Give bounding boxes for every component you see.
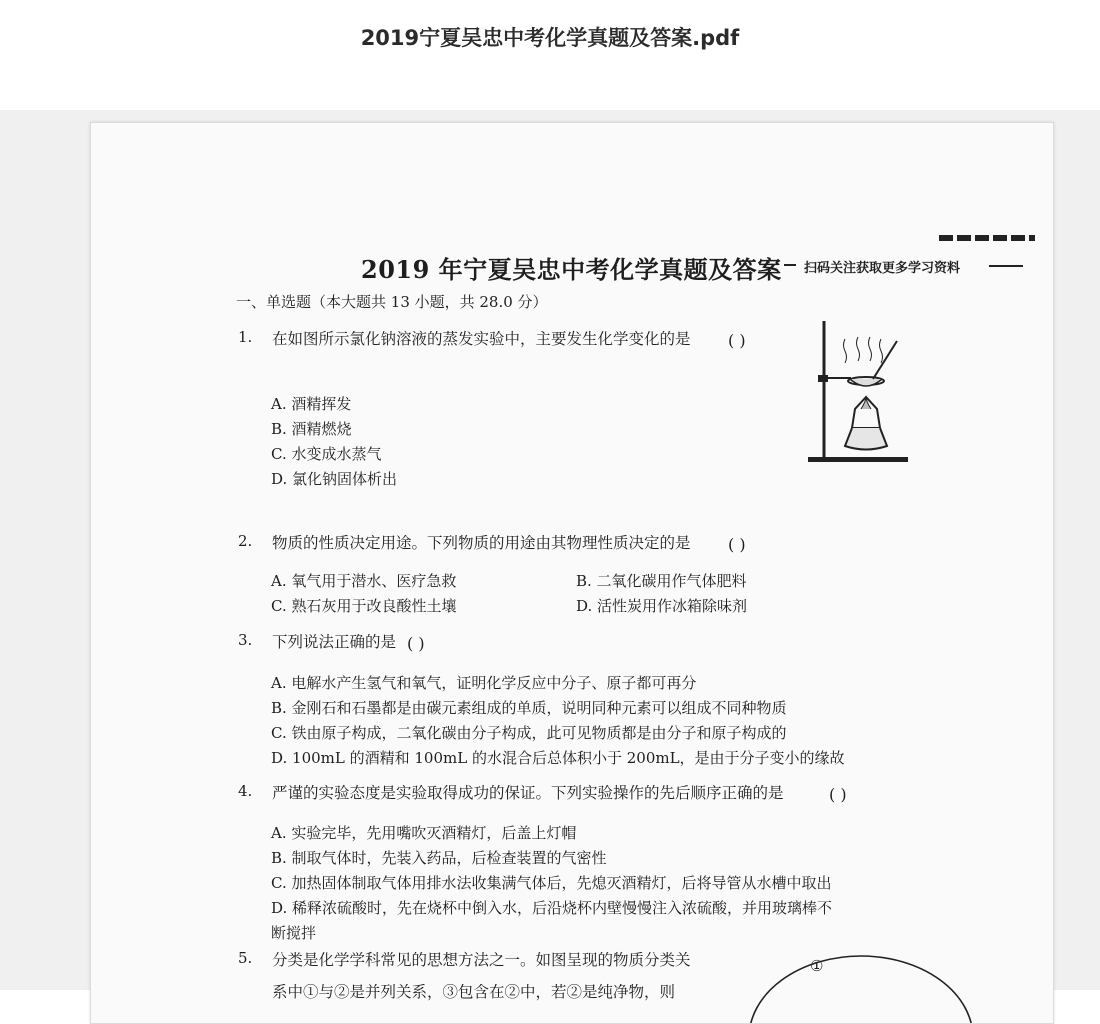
- question-text-line2: 系中①与②是并列关系，③包含在②中，若②是纯净物，则: [272, 983, 676, 1001]
- option: D. 100mL 的酒精和 100mL 的水混合后总体积小于 200mL，是由于分子变小的缘故: [271, 749, 845, 767]
- option: B. 二氧化碳用作气体肥料: [576, 572, 747, 590]
- option: D. 活性炭用作冰箱除味剂: [576, 597, 748, 615]
- classification-diagram-figure: [741, 943, 981, 1023]
- evaporation-apparatus-figure: [803, 313, 913, 463]
- option: A. 电解水产生氢气和氧气，证明化学反应中分子、原子都可再分: [271, 674, 697, 692]
- option-continuation: 断搅拌: [271, 924, 317, 942]
- answer-parens: ( ): [728, 331, 746, 350]
- pdf-page: [90, 122, 1054, 1024]
- option: C. 熟石灰用于改良酸性土壤: [271, 597, 457, 615]
- document-title: 2019 年宁夏吴忠中考化学真题及答案: [361, 255, 782, 284]
- option: A. 氧气用于潜水、医疗急救: [271, 572, 457, 590]
- option: A. 酒精挥发: [271, 395, 352, 413]
- question-text: 在如图所示氯化钠溶液的蒸发实验中，主要发生化学变化的是: [272, 330, 691, 348]
- option: D. 稀释浓硫酸时，先在烧杯中倒入水，后沿烧杯内壁慢慢注入浓硫酸，并用玻璃棒不: [271, 899, 833, 917]
- title-rule: [989, 265, 1023, 267]
- section-heading: 一、单选题（本大题共 13 小题，共 28.0 分）: [236, 293, 548, 311]
- option: C. 铁由原子构成，二氧化碳由分子构成，此可见物质都是由分子和原子构成的: [271, 724, 787, 742]
- question-number: 3.: [238, 631, 253, 649]
- question-text: 严谨的实验态度是实验取得成功的保证。下列实验操作的先后顺序正确的是: [272, 784, 784, 802]
- qr-promo-label: 扫码关注获取更多学习资料: [804, 261, 961, 276]
- question-text: 下列说法正确的是: [272, 633, 397, 651]
- title-dash: [784, 264, 796, 266]
- document-viewer[interactable]: [0, 110, 1100, 1001]
- answer-parens: ( ): [829, 785, 847, 804]
- option: C. 加热固体制取气体用排水法收集满气体后，先熄灭酒精灯，后将导管从水槽中取出: [271, 874, 832, 892]
- option: D. 氯化钠固体析出: [271, 470, 398, 488]
- viewer-header: [0, 0, 1100, 110]
- answer-parens: ( ): [407, 634, 425, 653]
- option: A. 实验完毕，先用嘴吹灭酒精灯，后盖上灯帽: [271, 824, 577, 842]
- option: C. 水变成水蒸气: [271, 445, 382, 463]
- question-number: 1.: [238, 328, 253, 346]
- question-text: 分类是化学学科常见的思想方法之一。如图呈现的物质分类关: [272, 951, 691, 969]
- corner-mark: [939, 235, 1035, 241]
- question-number: 4.: [238, 782, 253, 800]
- file-title: 2019宁夏吴忠中考化学真题及答案.pdf: [360, 26, 740, 50]
- question-number: 2.: [238, 532, 253, 550]
- option: B. 制取气体时，先装入药品，后检查装置的气密性: [271, 849, 607, 867]
- diagram-label-1: ①: [810, 957, 824, 975]
- question-text: 物质的性质决定用途。下列物质的用途由其物理性质决定的是: [272, 534, 691, 552]
- question-number: 5.: [238, 949, 253, 967]
- option: B. 酒精燃烧: [271, 420, 352, 438]
- answer-parens: ( ): [728, 535, 746, 554]
- option: B. 金刚石和石墨都是由碳元素组成的单质，说明同种元素可以组成不同种物质: [271, 699, 787, 717]
